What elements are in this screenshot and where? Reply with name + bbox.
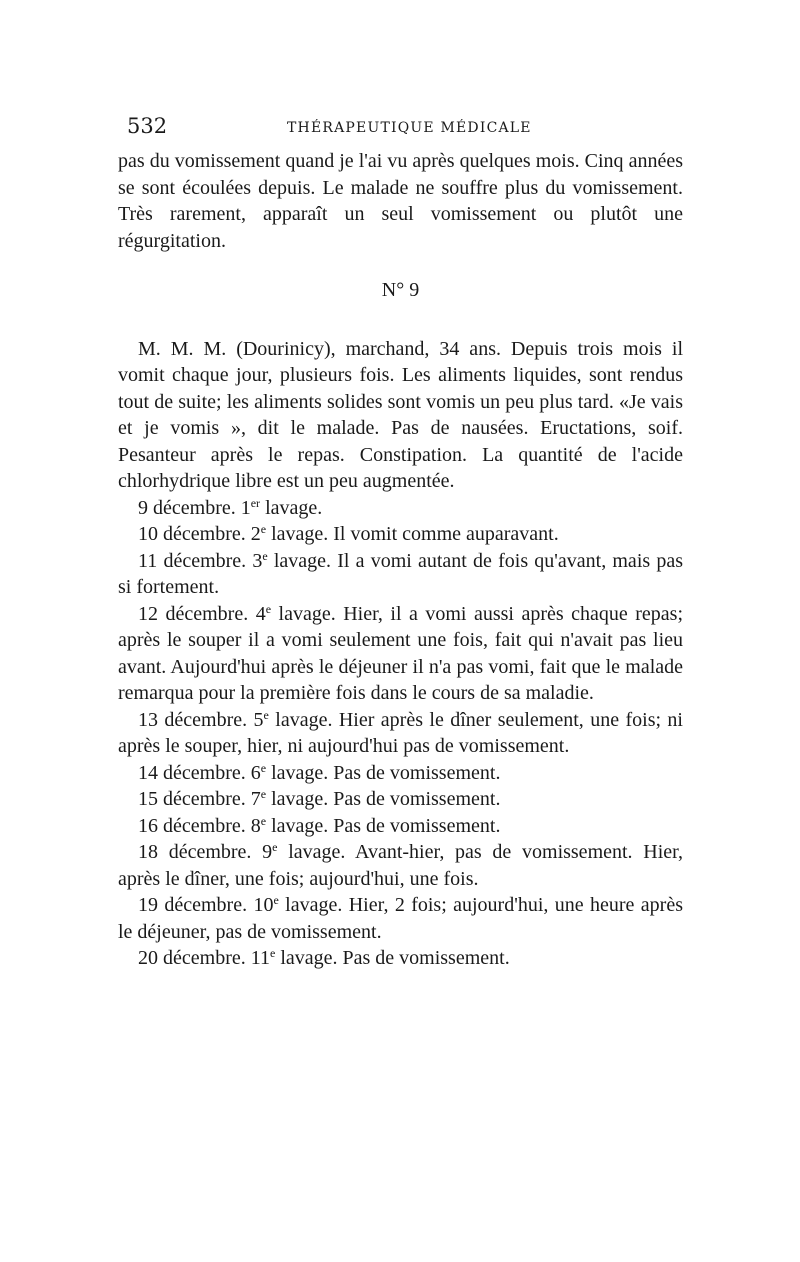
entry-text: lavage. Pas de vomissement.: [266, 814, 501, 837]
diary-entry: [118, 495, 683, 522]
entry-text: lavage. Avant-hier, pas de vomissement. Hier, après le dîner, une fois; aujourd'hui, une fois.: [118, 841, 683, 890]
entry-ordinal: e: [260, 813, 267, 828]
entry-text: lavage. Pas de vomissement.: [266, 788, 501, 810]
entry-date: 15 décembre. 7: [138, 788, 261, 810]
diary-entry: [118, 548, 683, 601]
body-text: [118, 148, 683, 972]
diary-entry: [118, 786, 683, 813]
entry-text: lavage. Pas de vomissement.: [275, 947, 510, 969]
entry-ordinal: e: [260, 787, 267, 801]
running-title: THÉRAPEUTIQUE MÉDICALE: [287, 120, 532, 136]
page-number: 532: [127, 114, 168, 138]
entry-ordinal: e: [260, 760, 267, 775]
diary-entry: [118, 760, 683, 787]
entry-date: 20 décembre. 11: [138, 947, 270, 969]
entry-text: lavage. Il a vomi autant de fois qu'avant, mais pas si fortement.: [118, 549, 683, 598]
entry-date: 10 décembre. 2: [138, 523, 261, 545]
entry-ordinal: e: [262, 548, 268, 563]
entry-ordinal: e: [273, 893, 279, 907]
entry-ordinal: er: [250, 495, 261, 510]
diary-entry: [118, 945, 683, 972]
entry-text: lavage. Pas de vomissement.: [266, 761, 501, 784]
diary-entry: [118, 839, 683, 892]
entry-date: 9 décembre. 1: [138, 496, 251, 519]
entry-date: 14 décembre. 6: [138, 761, 261, 784]
section-title: N° 9: [381, 279, 420, 301]
entry-ordinal: e: [265, 601, 272, 616]
entry-date: 18 décembre. 9: [138, 841, 273, 863]
entry-ordinal: e: [272, 840, 278, 854]
entry-ordinal: e: [260, 522, 267, 536]
case-paragraph: M. M. M. (Dourinicy), marchand, 34 ans. Depuis trois mois il vomit chaque jour, plusieurs fois. Les aliments liquides, sont rendus tout de suite; les aliments solides sont vomis un peu plus tard. «Je vais et je vomis », dit le malade. Pas de nausées. Eructations, soif. Pesanteur après le repas. Constipation. La quantité de l'acide chlorhydrique libre est un peu augmentée.: [118, 337, 683, 492]
intro-paragraph: pas du vomissement quand je l'ai vu après quelques mois. Cinq années se sont écoulées depuis. Le malade ne souffre plus du vomissement. Très rarement, apparaît un seul vomissement ou plutôt une régurgitation.: [118, 150, 683, 252]
entry-text: lavage.: [260, 496, 323, 519]
entry-ordinal: e: [269, 946, 276, 960]
entry-text: lavage. Hier après le dîner seulement, une fois; ni après le souper, hier, ni aujourd'hui pas de vomissement.: [118, 708, 683, 757]
diary-entry: [118, 601, 683, 707]
diary-entry: [118, 813, 683, 840]
page-header: [127, 114, 683, 144]
entry-text: lavage. Hier, 2 fois; aujourd'hui, une heure après le déjeuner, pas de vomissement.: [118, 894, 683, 943]
entry-date: 12 décembre. 4: [138, 602, 266, 625]
entry-date: 16 décembre. 8: [138, 814, 261, 837]
entry-ordinal: e: [263, 707, 269, 722]
diary-entry: [118, 892, 683, 945]
entry-text: lavage. Il vomit comme auparavant.: [266, 523, 559, 545]
entry-text: lavage. Hier, il a vomi aussi après chaque repas; après le souper il a vomi seulement une fois, fait qui n'avait pas lieu avant. Aujourd'hui après le déjeuner il n'a pas vomi, fait que le malade remarqua pour la première fois dans le cours de sa maladie.: [118, 602, 683, 704]
diary-entry: [118, 521, 683, 548]
entry-date: 13 décembre. 5: [138, 708, 264, 731]
entry-date: 19 décembre. 10: [138, 894, 274, 916]
diary-entry: [118, 707, 683, 760]
entry-date: 11 décembre. 3: [138, 549, 263, 572]
